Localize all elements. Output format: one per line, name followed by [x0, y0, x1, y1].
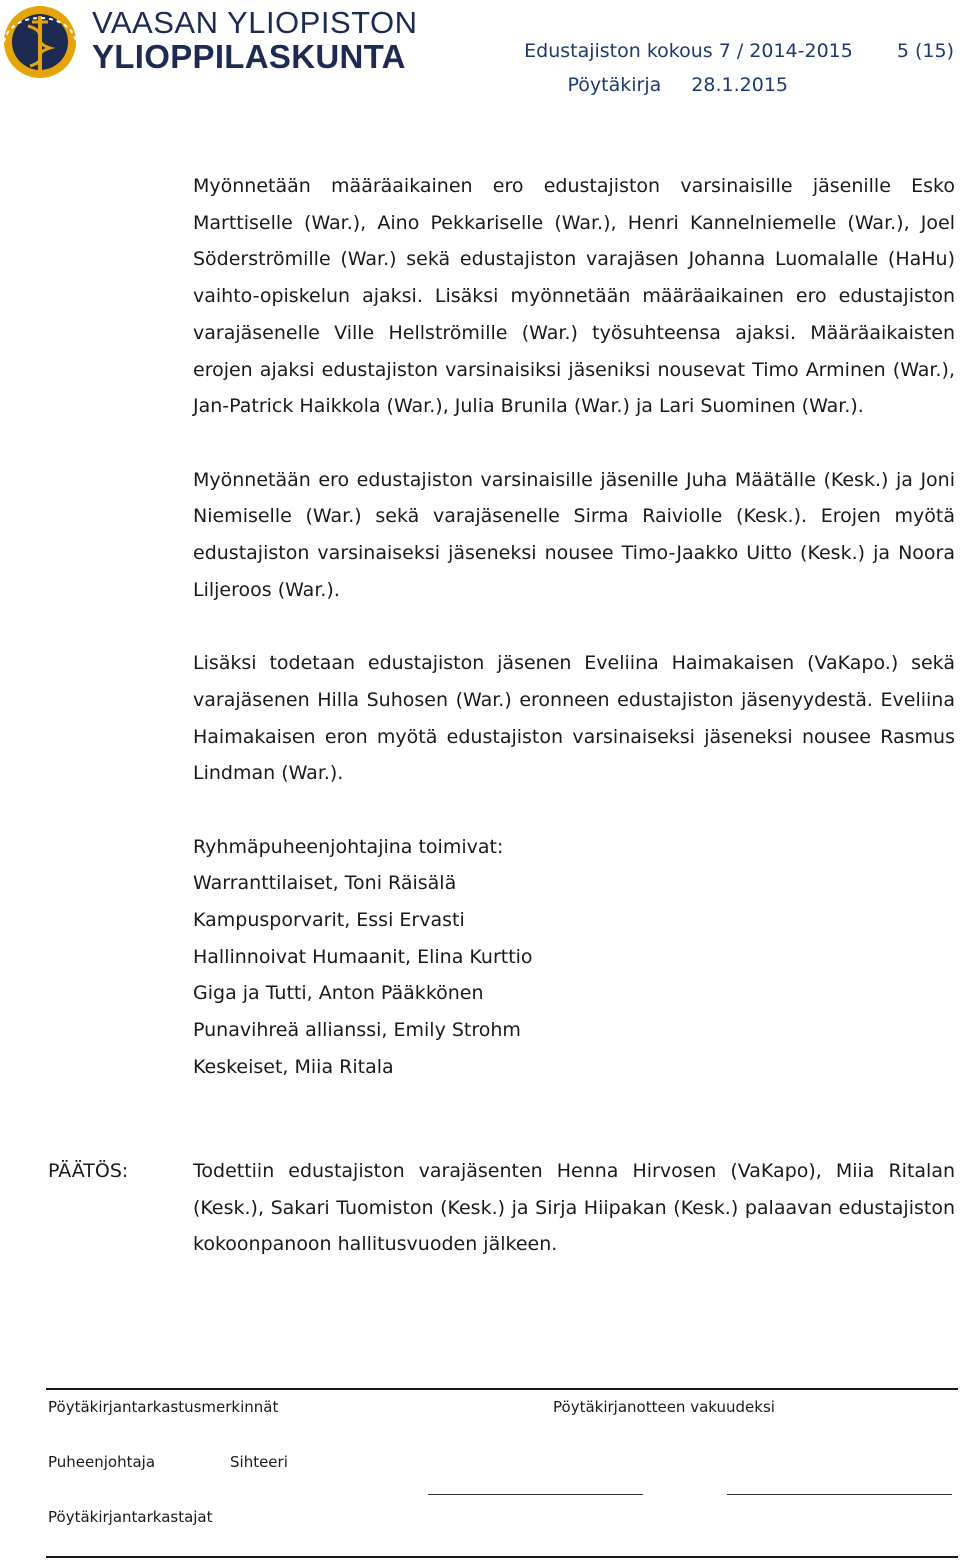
org-name-line2: YLIOPPILASKUNTA — [92, 38, 406, 75]
organization-name — [92, 6, 418, 74]
meeting-title: Edustajiston kokous 7 / 2014-2015 — [524, 40, 853, 62]
group-chair-item: Giga ja Tutti, Anton Pääkkönen — [193, 982, 484, 1005]
decision-label: PÄÄTÖS: — [48, 1160, 129, 1182]
footer-right-heading: Pöytäkirjanotteen vakuudeksi — [553, 1398, 775, 1416]
decision-text: Todettiin edustajiston varajäsenten Henna Hirvosen (VaKapo), Miia Ritalan (Kesk.), Sakari Tuomiston (Kesk.) ja Sirja Hiipakan (Kesk.) palaavan edustajiston kokoonpanoon hallitusvuoden jälkeen. — [193, 1160, 955, 1256]
group-chair-item: Keskeiset, Miia Ritala — [193, 1055, 394, 1078]
paragraph-leave-of-absence: Myönnetään määräaikainen ero edustajiston varsinaisille jäsenille Esko Marttiselle (War.), Aino Pekkariselle (War.), Henri Kannelniemelle (War.), Joel Söderströmille (War.) sekä edustajiston varajäsen Johanna Luomalalle (HaHu) vaihto-opiskelun ajaksi. Lisäksi myönnetään määräaikainen ero edustajiston varajäsenelle Ville Hellströmille (War.) työsuhteensa ajaksi. Määräaikaisten erojen ajaksi edustajiston varsinaisiksi jäseniksi nousevat Timo Arminen (War.), Jan-Patrick Haikkola (War.), Julia Brunila (War.) ja Lari Suominen (War.). — [193, 175, 955, 418]
group-chairs-heading: Ryhmäpuheenjohtajina toimivat: — [193, 835, 504, 858]
header-row-doc — [524, 68, 954, 102]
university-logo-icon — [0, 0, 80, 84]
group-chair-item: Punavihreä allianssi, Emily Strohm — [193, 1019, 521, 1042]
chair-label: Puheenjohtaja — [48, 1453, 156, 1471]
minutes-body — [193, 168, 955, 1086]
footer-left-heading: Pöytäkirjantarkastusmerkinnät — [48, 1398, 279, 1416]
header-row-meeting — [524, 34, 954, 68]
page-number: 5 (15) — [896, 40, 954, 62]
org-name-line1: VAASAN YLIOPISTON — [92, 5, 418, 40]
paragraph-resignations: Myönnetään ero edustajiston varsinaisille jäsenille Juha Määtälle (Kesk.) ja Joni Niemiselle (War.) sekä varajäsenelle Sirma Raiviolle (Kesk.). Erojen myötä edustajiston varsinaiseksi jäseneksi nousee Timo-Jaakko Uitto (Kesk.) ja Noora Liljeroos (War.). — [193, 468, 955, 601]
secretary-label: Sihteeri — [230, 1453, 288, 1471]
header-meta — [524, 34, 954, 102]
paragraph-additional-resignations: Lisäksi todetaan edustajiston jäsenen Eveliina Haimakaisen (VaKapo.) sekä varajäsenen Hilla Suhosen (War.) eronneen edustajiston jäsenyydestä. Eveliina Haimakaisen eron myötä edustajiston varsinaiseksi jäseneksi nousee Rasmus Lindman (War.). — [193, 652, 955, 785]
checkers-label: Pöytäkirjantarkastajat — [48, 1508, 213, 1526]
signature-line — [428, 1494, 643, 1495]
group-chair-item: Hallinnoivat Humaanit, Elina Kurttio — [193, 945, 533, 968]
group-chair-item: Kampusporvarit, Essi Ervasti — [193, 909, 465, 932]
document-type: Pöytäkirja — [567, 74, 662, 96]
footer-divider-top — [46, 1388, 958, 1390]
document-date: 28.1.2015 — [691, 74, 788, 96]
group-chair-item: Warranttilaiset, Toni Räisälä — [193, 872, 457, 895]
signature-line — [727, 1494, 952, 1495]
footer-divider-bottom — [46, 1556, 958, 1558]
